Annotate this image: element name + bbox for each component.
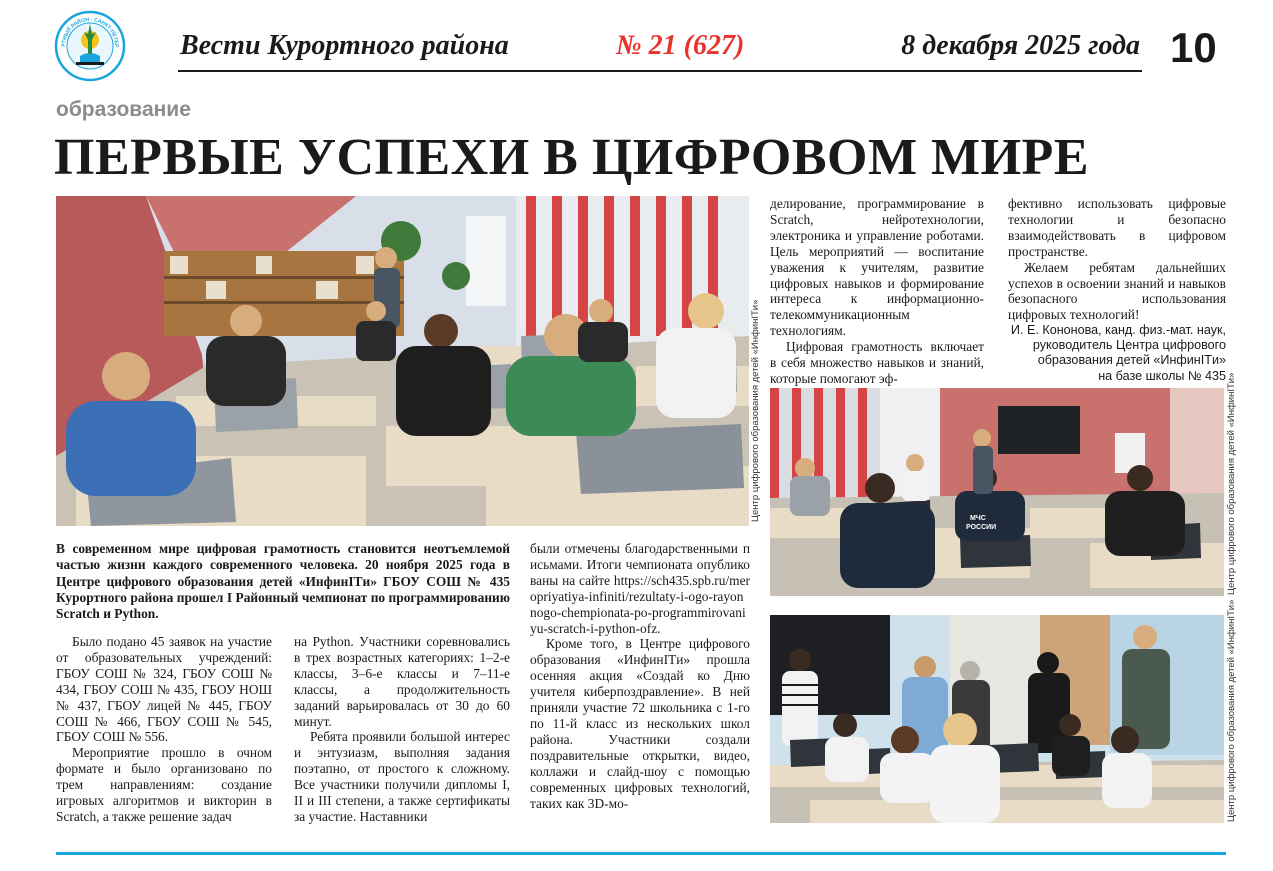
newspaper-logo — [54, 10, 126, 82]
paper-name: Вести Курортного района — [180, 30, 509, 61]
classroom-photo — [56, 196, 749, 526]
text-column-5 — [1008, 196, 1226, 323]
issue-number: № 21 (627) — [616, 30, 745, 61]
photo-credit-2: Центр цифрового образования детей «ИнфинITи» — [1226, 372, 1237, 595]
signature-line: И. Е. Кононова, канд. физ.-мат. наук, — [1010, 323, 1226, 337]
text-column-2 — [294, 634, 510, 825]
section-rubric: образование — [56, 98, 191, 121]
paragraph: Желаем ребятам дальнейших успехов в освоении знаний и навыков безопасного использования цифровых технологий! — [1008, 259, 1226, 323]
paragraph: на Python. Участники соревновались в трех возрастных категориях: 1–2-е классы, 3–6-е классы и 7–11-е классы, а продолжительность заданий варьировалась от 30 до 60 минут. — [294, 634, 510, 729]
signature-line: руководитель Центра цифрового — [1032, 338, 1226, 353]
text-column-4 — [770, 196, 984, 387]
shirt-text-1: МЧС — [970, 515, 986, 522]
paragraph: Было подано 45 заявок на участие от образовательных учреждений: ГБОУ СОШ № 324, ГБОУ СОШ № 434, ГБОУ СОШ № 435, ГБОУ НОШ № 437, ГБОУ лицей № 445, ГБОУ СОШ № 466, ГБОУ СОШ № 545, ГБОУ СОШ № 556. — [56, 634, 272, 745]
text-column-1 — [56, 634, 272, 825]
photo-credit-1: Центр цифрового образования детей «ИнфинITи» — [750, 299, 761, 522]
text-column-3 — [530, 541, 750, 811]
logo-lettering: РТНЫЙ РАЙОН · САНКТ-ПЕТЕР — [60, 16, 120, 48]
paragraph: были отмечены благодарственными письмами. Итоги чемпионата опубликованы на сайте https://sch435.spb.ru/meropriyatiya-infiniti/rezultaty-i-ogo-rayonnogo-chempionata-po-programmirovaniyu-scratch-i-python-ofz. — [530, 541, 750, 636]
footer-divider — [56, 852, 1226, 855]
masthead — [178, 28, 1142, 72]
shirt-text-2: РОССИИ — [966, 524, 997, 531]
author-signature — [1008, 323, 1226, 384]
photo-credit-3: Центр цифрового образования детей «ИнфинITи» — [1226, 599, 1237, 822]
paragraph: делирование, программирование в Scratch, нейротехнологии, электроника и управление роботами. Цель мероприятий — воспитание уважения к учителям, развитие цифровых навыков и формирование интереса к информационно-телекоммуникационным технологиям. — [770, 196, 984, 339]
article-lead: В современном мире цифровая грамотность становится неотъемлемой частью жизни каждого современного человека. 20 ноября 2025 года в Центре цифрового образования детей «ИнфинITи» ГБОУ СОШ № 435 Курортного района прошел I Районный чемпионат по программированию Scratch и Python. — [56, 541, 510, 622]
signature-line: на базе школы № 435 — [1098, 368, 1226, 383]
paragraph: Ребята проявили большой интерес и энтузиазм, выполняя задания поэтапно, от простого к сложному. Все участники получили дипломы I, II и III степени, а также сертификаты за участие. Наставники — [294, 729, 510, 824]
paragraph: Кроме того, в Центре цифрового образования «ИнфинITи» прошла осенняя акция «Создай ко Дню учителя киберпоздравление». В ней приняли участие 72 школьника с 1-го по 11-й класс из нескольких школ района. Участники создали поздравительные открытки, видео, коллажи и слайд-шоу с помощью современных цифровых технологий, таких как 3D-мо- — [530, 636, 750, 811]
signature-line: образования детей «ИнфинITи» — [1037, 353, 1226, 368]
page-number: 10 — [1170, 24, 1217, 71]
issue-date: 8 декабря 2025 года — [901, 30, 1140, 61]
paragraph: фективно использовать цифровые технологии и безопасно взаимодействовать в цифровом пространстве. — [1008, 196, 1226, 259]
paragraph: Мероприятие прошло в очном формате и было организовано по трем направлениям: создание игровых алгоритмов и викторин в Scratch, а также решение задач — [56, 745, 272, 824]
teachers-photo — [770, 615, 1224, 823]
paragraph: Цифровая грамотность включает в себя множество навыков и знаний, которые помогают эф- — [770, 339, 984, 386]
article-headline: ПЕРВЫЕ УСПЕХИ В ЦИФРОВОМ МИРЕ — [54, 129, 1089, 186]
classroom-screen-photo — [770, 388, 1224, 596]
